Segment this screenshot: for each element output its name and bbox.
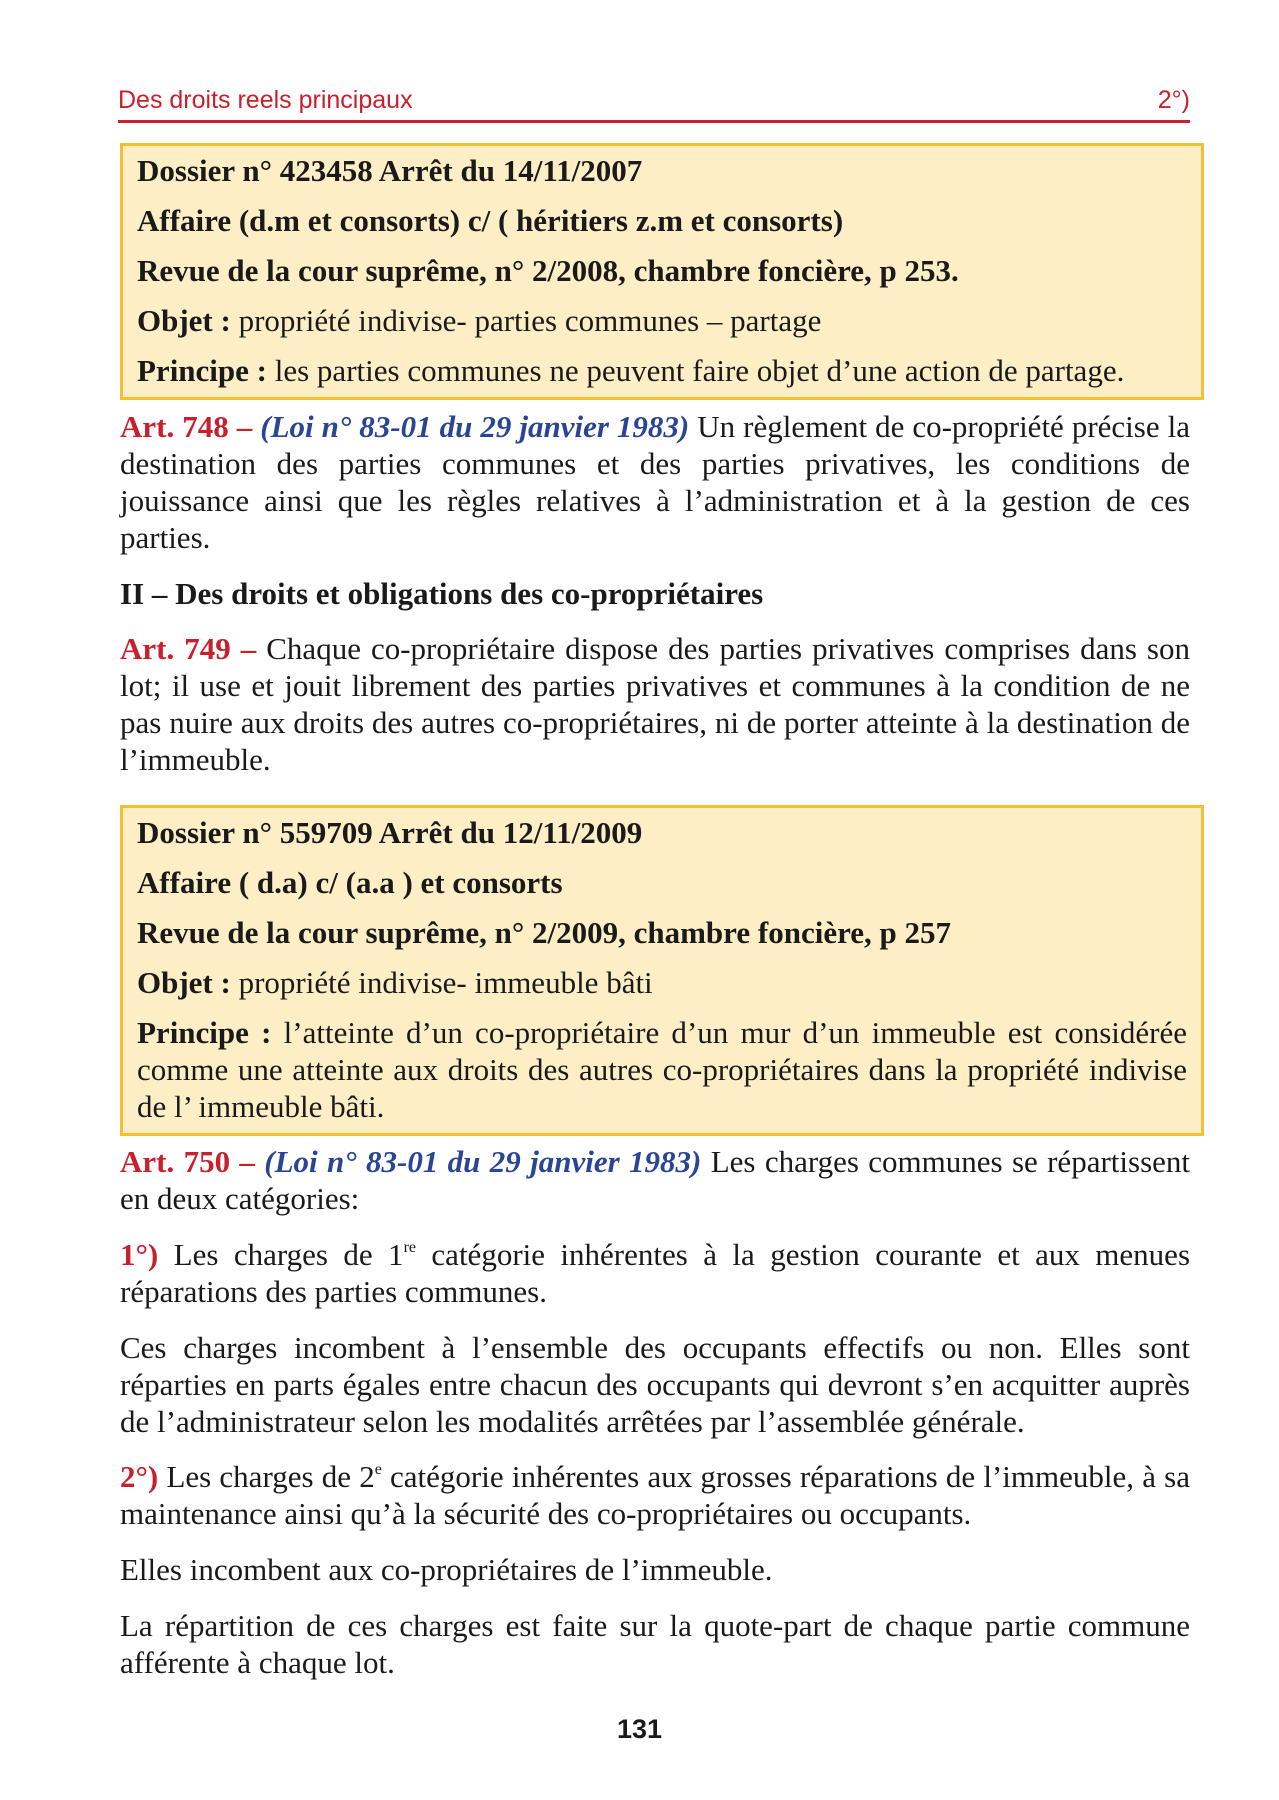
paragraph-1: Ces charges incombent à l’ensemble des occupants effectifs ou non. Elles sont réparties en parts égales entre chacun des occupants qui devront s’en acquitter auprès de l’administrateur selon les modalités arrêtées par l’assemblée générale. [120,1330,1190,1439]
principe-text: l’atteinte d’un co-propriétaire d’un mur d’un immeuble est considérée comme une atteinte aux droits des autres co-propriétaires dans la propriété indivise de l’ immeuble bâti. [137,1015,1187,1124]
article-748 [120,408,1190,556]
article-text: Chaque co-propriétaire dispose des parties privatives comprises dans son lot; il use et jouit librement des parties privatives et communes à la condition de ne pas nuire aux droits des autres co-propriétaires, ni de porter atteinte à la destination de l’immeuble. [120,631,1190,777]
dossier-line: Dossier n° 559709 Arrêt du 12/11/2009 [137,815,643,850]
article-750 [120,1143,1190,1217]
objet-text: propriété indivise- immeuble bâti [230,965,653,1000]
principe-label: Principe : [137,1015,272,1050]
superscript: re [403,1239,416,1256]
section-heading: II – Des droits et obligations des co-propriétaires [120,576,764,611]
item-text-b: catégorie inhérentes aux grosses réparations de l’immeuble, à sa maintenance ainsi qu’à la sécurité des co-propriétaires ou occupants. [120,1459,1190,1531]
article-749 [120,630,1190,778]
item-number: 1°) [120,1237,159,1272]
affaire-line: Affaire (d.m et consorts) c/ ( héritiers z.m et consorts) [137,203,844,238]
article-label: Art. 749 – [120,631,257,666]
article-text: Les charges communes se répartissent en deux catégories: [120,1144,1191,1216]
page-number: 131 [616,1714,663,1744]
header-section: 2°) [1157,86,1190,114]
principe-text: les parties communes ne peuvent faire objet d’une action de partage. [267,353,1125,388]
principe-label: Principe : [137,353,267,388]
item-text-b: catégorie inhérentes à la gestion courante et aux menues réparations des parties communes. [120,1237,1191,1309]
charge-item-2 [120,1458,1190,1532]
loi-reference: (Loi n° 83-01 du 29 janvier 1983) [260,409,690,444]
superscript: e [374,1461,382,1478]
objet-text: propriété indivise- parties communes – partage [230,303,822,338]
affaire-line: Affaire ( d.a) c/ (a.a ) et consorts [137,865,563,900]
header-title: Des droits reels principaux [118,86,413,114]
objet-label: Objet : [137,303,231,338]
objet-line [137,302,1187,339]
item-text-a: Les charges de 1 [158,1237,404,1272]
dossier-line: Dossier n° 423458 Arrêt du 14/11/2007 [137,153,643,188]
revue-line: Revue de la cour suprême, n° 2/2008, chambre foncière, p 253. [137,253,959,288]
item-number: 2°) [120,1459,159,1494]
paragraph-3: La répartition de ces charges est faite sur la quote-part de chaque partie commune afférente à chaque lot. [120,1608,1190,1680]
running-header [118,86,1190,123]
charge-item-1 [120,1236,1190,1310]
loi-reference: (Loi n° 83-01 du 29 janvier 1983) [264,1144,702,1179]
article-label: Art. 750 – [120,1144,255,1179]
jurisprudence-box-1 [120,143,1204,400]
jurisprudence-box-2 [120,805,1204,1136]
revue-line: Revue de la cour suprême, n° 2/2009, chambre foncière, p 257 [137,915,952,950]
principe-line [137,1014,1187,1125]
objet-line [137,964,1187,1001]
item-text-a: Les charges de 2 [158,1459,375,1494]
article-text: Un règlement de co-propriété précise la destination des parties communes et des parties privatives, les conditions de jouissance ainsi que les règles relatives à l’administration et à la gestion de ces parties. [120,409,1190,555]
article-label: Art. 748 – [120,409,253,444]
objet-label: Objet : [137,965,231,1000]
principe-line [137,352,1187,389]
paragraph-2: Elles incombent aux co-propriétaires de l’immeuble. [120,1552,773,1587]
